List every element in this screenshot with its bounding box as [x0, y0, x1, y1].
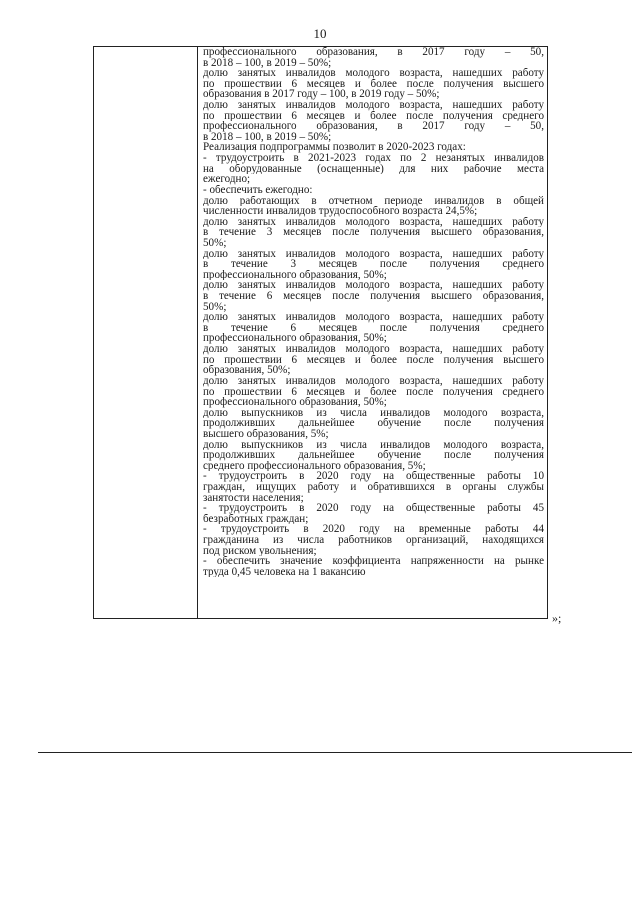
table-left-column: [94, 47, 198, 618]
text-line: долю занятых инвалидов молодого возраста, нашедших работу: [203, 312, 544, 323]
text-line: Реализация подпрограммы позволит в 2020-2023 годах:: [203, 142, 466, 154]
text-line: - трудоустроить в 2020 году на общественные работы 45: [203, 503, 544, 514]
text-line: продолживших дальнейшее обучение после получения: [203, 450, 544, 461]
text-line: в 2018 – 100, в 2019 – 50%;: [203, 57, 332, 69]
text-line: профессионального образования, в 2017 году – 50,: [203, 121, 544, 132]
text-line: в течение 6 месяцев после получения высшего образования,: [203, 291, 544, 302]
text-line: - обеспечить значение коэффициента напряженности на рынке: [203, 556, 544, 567]
text-line: по прошествии 6 месяцев и более после получения среднего: [203, 386, 544, 398]
text-line: образования, 50%;: [203, 365, 291, 376]
text-line: долю выпускников из числа инвалидов молодого возраста,: [203, 407, 544, 419]
text-line: профессионального образования, 50%;: [203, 269, 387, 281]
text-line: долю выпускников из числа инвалидов молодого возраста,: [203, 439, 544, 451]
text-line: в течение 6 месяцев после получения среднего: [203, 322, 544, 334]
text-line: профессионального образования, 50%;: [203, 397, 387, 408]
text-line: - трудоустроить в 2020 году на временные работы 44: [203, 524, 544, 536]
text-line: по прошествии 6 месяцев и более после получения высшего: [203, 354, 544, 366]
text-line: труда 0,45 человека на 1 вакансию: [203, 566, 366, 578]
text-line: в течение 3 месяцев после получения высшего образования,: [203, 227, 544, 238]
text-line: продолживших дальнейшее обучение после получения: [203, 418, 544, 429]
text-line: безработных граждан;: [203, 513, 309, 525]
text-line: высшего образования, 5%;: [203, 428, 329, 440]
text-line: занятости населения;: [203, 492, 304, 504]
text-line: граждан, ищущих работу и обратившихся в органы службы: [203, 481, 544, 493]
text-line: по прошествии 6 месяцев и более после получения среднего: [203, 110, 544, 122]
closing-quote: »;: [552, 611, 562, 625]
text-line: долю занятых инвалидов молодого возраста, нашедших работу: [203, 216, 544, 228]
table-right-column: [203, 47, 544, 577]
text-line: 50%;: [203, 237, 227, 249]
page-number: 10: [313, 26, 327, 41]
text-line: профессионального образования, в 2017 году – 50,: [203, 47, 544, 58]
text-line: - обеспечить ежегодно:: [203, 184, 313, 196]
text-line: долю занятых инвалидов молодого возраста, нашедших работу: [203, 100, 544, 111]
text-line: гражданина из числа работников организаций, находящихся: [203, 535, 544, 546]
text-line: в 2018 – 100, в 2019 – 50%;: [203, 131, 332, 143]
bottom-divider: [38, 752, 632, 753]
text-line: - трудоустроить в 2020 году на общественные работы 10: [203, 471, 544, 482]
text-line: долю занятых инвалидов молодого возраста, нашедших работу: [203, 248, 544, 260]
text-line: долю занятых инвалидов молодого возраста, нашедших работу: [203, 344, 544, 355]
text-line: профессионального образования, 50%;: [203, 333, 387, 345]
text-line: долю занятых инвалидов молодого возраста, нашедших работу: [203, 375, 544, 387]
text-line: долю занятых инвалидов молодого возраста, нашедших работу: [203, 280, 544, 292]
text-line: по прошествии 6 месяцев и более после получения высшего: [203, 78, 544, 90]
text-line: ежегодно;: [203, 174, 251, 185]
text-line: 50%;: [203, 301, 227, 313]
text-line: под риском увольнения;: [203, 545, 317, 557]
text-line: на оборудованные (оснащенные) для них рабочие места: [203, 163, 544, 175]
passport-table: [93, 46, 548, 619]
text-line: среднего профессионального образования, 5%;: [203, 460, 426, 472]
text-line: образования в 2017 году – 100, в 2019 году – 50%;: [203, 89, 440, 101]
text-line: долю занятых инвалидов молодого возраста, нашедших работу: [203, 68, 544, 79]
text-line: в течение 3 месяцев после получения среднего: [203, 259, 544, 270]
text-line: долю работающих в отчетном периоде инвалидов в общей: [203, 195, 544, 207]
text-line: - трудоустроить в 2021-2023 годах по 2 незанятых инвалидов: [203, 153, 544, 164]
text-line: численности инвалидов трудоспособного возраста 24,5%;: [203, 206, 478, 217]
